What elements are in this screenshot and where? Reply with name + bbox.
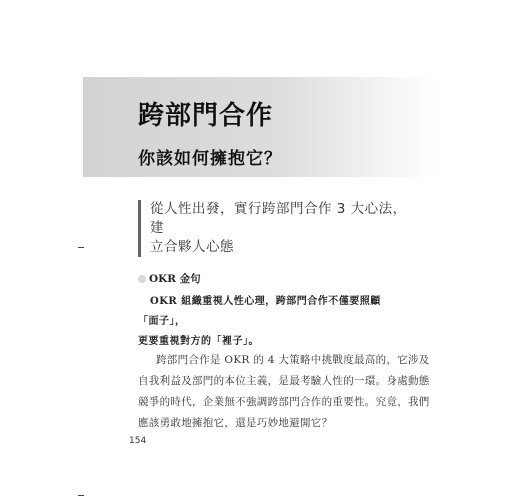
okr-quote-line: 更要重視對方的「裡子」。 (138, 336, 259, 347)
body-line: 應該勇敢地擁抱它，還是巧妙地避開它？ (138, 417, 333, 429)
pull-quote-line: 立合夥人心態 (150, 239, 234, 255)
okr-quote-line: OKR 組織重視人性心理，跨部門合作不僅要照顧「面子」， (138, 296, 381, 327)
body-line: 競爭的時代，企業無不強調跨部門合作的重要性。究竟，我們 (138, 396, 430, 408)
okr-quote-heading-label: OKR 金句 (149, 273, 201, 285)
chapter-subtitle: 你該如何擁抱它？ (138, 149, 282, 169)
chapter-title: 跨部門合作 (138, 101, 274, 131)
body-line: 自我利益及部門的本位主義，是最考驗人性的一環。身處動態 (138, 375, 430, 387)
margin-crop-mark (78, 247, 84, 248)
body-paragraph (138, 350, 430, 434)
page-number: 154 (129, 436, 147, 446)
pull-quote (138, 200, 420, 257)
body-line: 跨部門合作是 OKR 的 4 大策略中挑戰度最高的，它涉及 (156, 354, 430, 366)
bullet-icon (138, 275, 146, 283)
okr-quote-heading (138, 271, 201, 286)
okr-quote-text (138, 292, 398, 352)
margin-crop-mark (78, 495, 84, 496)
pull-quote-line: 從人性出發，實行跨部門合作 3 大心法，建 (150, 201, 407, 236)
